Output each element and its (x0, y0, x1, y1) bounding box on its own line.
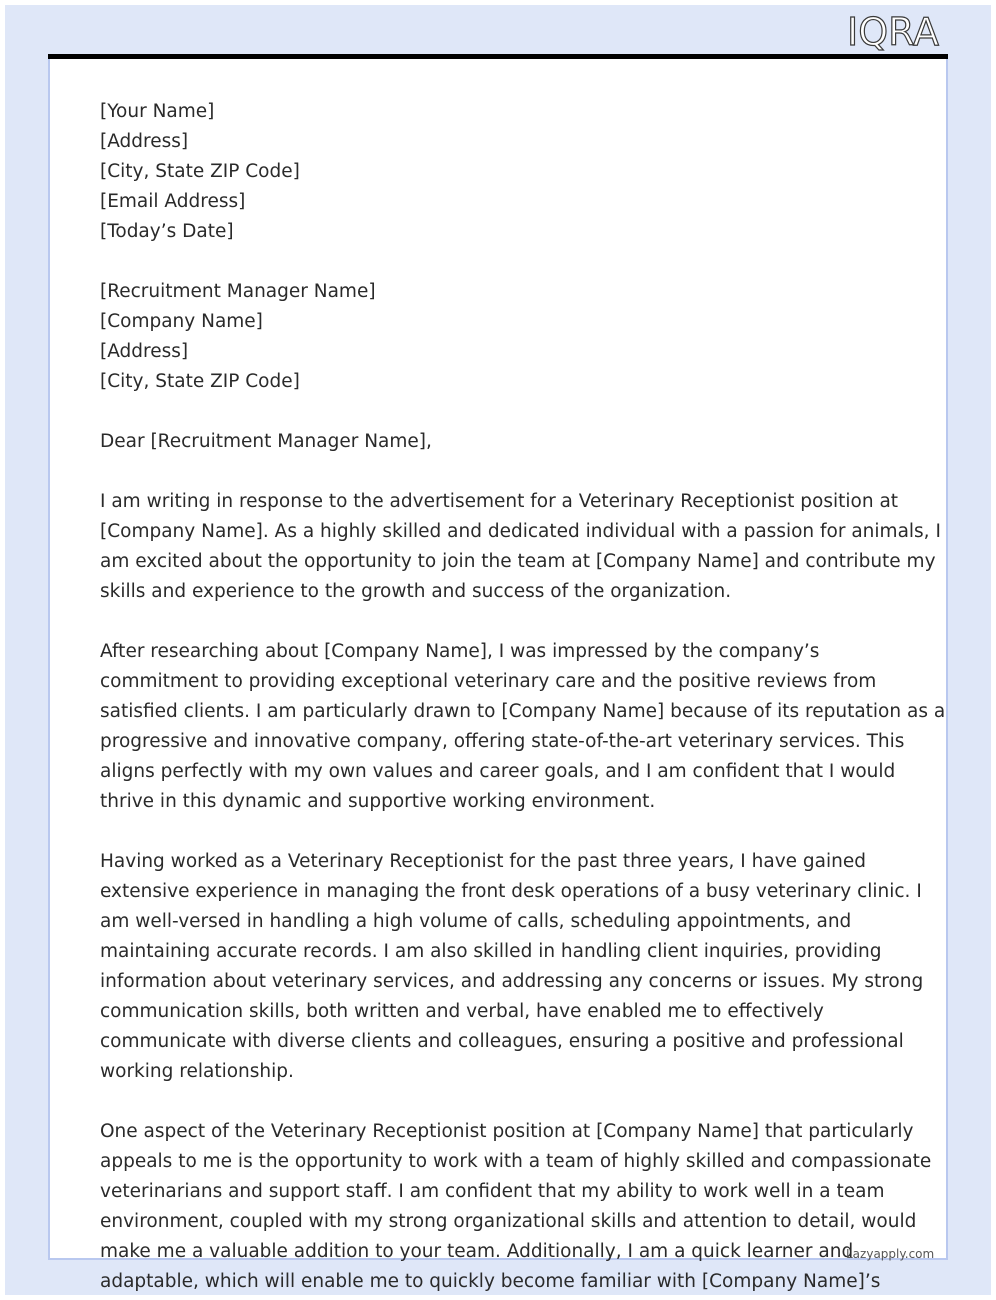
paragraph-line: thrive in this dynamic and supportive working environment. (100, 791, 656, 812)
paragraph-line: One aspect of the Veterinary Receptionist position at [Company Name] that particularly (100, 1121, 914, 1142)
paragraph-2 (100, 637, 946, 817)
sender-email: [Email Address] (100, 191, 246, 212)
paragraph-line: maintaining accurate records. I am also skilled in handling client inquiries, providing (100, 941, 882, 962)
recipient-city: [City, State ZIP Code] (100, 371, 300, 392)
paragraph-line: information about veterinary services, and addressing any concerns or issues. My strong (100, 971, 924, 992)
paragraph-line: adaptable, which will enable me to quickly become familiar with [Company Name]’s (100, 1271, 881, 1292)
paragraph-line: veterinarians and support staff. I am confident that my ability to work well in a team (100, 1181, 885, 1202)
brand-logo: IQRA (847, 10, 939, 54)
paragraph-line: am excited about the opportunity to join the team at [Company Name] and contribute my (100, 551, 936, 572)
paragraph-line: I am writing in response to the advertisement for a Veterinary Receptionist position at (100, 491, 899, 512)
paragraph-3 (100, 847, 924, 1087)
watermark-text: Lazyapply.com (846, 1247, 935, 1261)
paragraph-line: communication skills, both written and verbal, have enabled me to effectively (100, 1001, 824, 1022)
paragraph-line: After researching about [Company Name], I was impressed by the company’s (100, 641, 820, 662)
paragraph-line: appeals to me is the opportunity to work with a team of highly skilled and compassionate (100, 1151, 932, 1172)
header-rule (48, 54, 948, 59)
paragraph-line: make me a valuable addition to your team. Additionally, I am a quick learner and (100, 1241, 854, 1262)
paragraph-line: aligns perfectly with my own values and career goals, and I am confident that I would (100, 761, 896, 782)
paragraph-line: commitment to providing exceptional veterinary care and the positive reviews from (100, 671, 877, 692)
sender-block (100, 97, 900, 247)
sender-name: [Your Name] (100, 101, 215, 122)
sender-city: [City, State ZIP Code] (100, 161, 300, 182)
recipient-name: [Recruitment Manager Name] (100, 281, 376, 302)
paragraph-line: progressive and innovative company, offering state-of-the-art veterinary services. This (100, 731, 905, 752)
paragraph-line: satisfied clients. I am particularly drawn to [Company Name] because of its reputation as a (100, 701, 946, 722)
letter-date: [Today’s Date] (100, 221, 234, 242)
paragraph-line: [Company Name]. As a highly skilled and dedicated individual with a passion for animals, I (100, 521, 941, 542)
sender-address: [Address] (100, 131, 189, 152)
recipient-block (100, 277, 900, 397)
paragraph-line: am well-versed in handling a high volume of calls, scheduling appointments, and (100, 911, 852, 932)
paragraph-line: skills and experience to the growth and success of the organization. (100, 581, 732, 602)
paragraph-line: environment, coupled with my strong organizational skills and attention to detail, would (100, 1211, 917, 1232)
recipient-address: [Address] (100, 341, 189, 362)
paragraph-4 (100, 1117, 932, 1297)
salutation: Dear [Recruitment Manager Name], (100, 431, 432, 452)
paragraph-1 (100, 487, 941, 607)
paragraph-line: working relationship. (100, 1061, 294, 1082)
paragraph-line: communicate with diverse clients and colleagues, ensuring a positive and professional (100, 1031, 904, 1052)
paragraph-line: Having worked as a Veterinary Receptionist for the past three years, I have gained (100, 851, 866, 872)
paragraph-line: extensive experience in managing the front desk operations of a busy veterinary clinic. I (100, 881, 922, 902)
recipient-company: [Company Name] (100, 311, 263, 332)
cover-letter (100, 97, 946, 1297)
